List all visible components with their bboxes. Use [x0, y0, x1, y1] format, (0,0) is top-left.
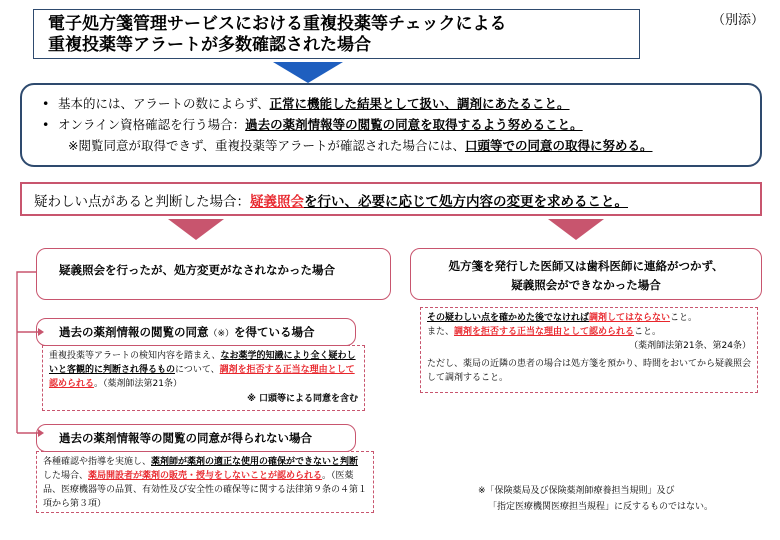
no-consent-body-text: 各種確認や指導を実施し、	[43, 457, 152, 467]
blue-down-arrow	[273, 62, 343, 84]
consent-body-emphasis: なお薬学的知識により全く疑わしいと客観的に判断され得るもの	[49, 351, 356, 375]
consent-obtained-box	[36, 318, 356, 346]
bullet-dot: •	[42, 96, 50, 111]
no-contact-title-2: 疑義照会ができなかった場合	[511, 278, 661, 292]
consent-title: 過去の薬剤情報の閲覧の同意	[59, 325, 209, 339]
bullet-dot: •	[42, 117, 50, 132]
title-line-1: 電子処方箋管理サービスにおける重複投薬等チェックによる	[48, 14, 507, 34]
footnote-line-1: ※「保険薬局及び保険薬剤師療養担当規則」及び	[478, 486, 675, 496]
bullet-2	[42, 114, 760, 135]
no-contact-body-red: 調剤を拒否する正当な理由として認められる	[454, 327, 635, 337]
footnote	[478, 483, 713, 515]
note-text: ※閲覧同意が取得できず、重複投薬等アラートが確認された場合には、	[68, 138, 465, 153]
consent-body-ref: 。（薬剤師法第21条）	[94, 379, 182, 389]
no-contact-body-red: 調剤してはならない	[589, 313, 671, 323]
bullet-1	[42, 93, 760, 114]
bullet-2-text: オンライン資格確認を行う場合：	[58, 117, 246, 132]
no-contact-body-emphasis: その疑わしい点を確かめた後でなければ	[427, 313, 590, 323]
inquiry-no-change-box	[36, 248, 391, 300]
consent-title-mark: （※）	[208, 329, 235, 339]
no-contact-proviso: ただし、薬局の近隣の患者の場合は処方箋を預かり、時間をおいてから疑義照会して調剤すること。	[427, 359, 752, 383]
no-consent-body-text: した場合、	[43, 471, 89, 481]
no-contact-body-text: また、	[427, 327, 455, 337]
note-line	[42, 135, 760, 156]
consent-not-obtained-box	[36, 424, 356, 452]
bullet-1-emphasis: 正常に機能した結果として扱い、調剤にあたること。	[269, 96, 570, 111]
doubt-inquiry-box	[20, 182, 762, 216]
no-consent-body-emphasis: 薬剤師が薬剤の適正な使用の確保ができないと判断	[151, 457, 359, 467]
left-down-arrow	[168, 219, 224, 241]
consent-title-suffix: を得ている場合	[234, 325, 315, 339]
inquiry-no-change-title: 疑義照会を行ったが、処方変更がなされなかった場合	[59, 263, 335, 277]
consent-body-text: について、	[175, 365, 220, 375]
doubt-emphasis: を行い、必要に応じて処方内容の変更を求めること。	[304, 194, 628, 210]
no-contact-body-text: こと。	[634, 327, 662, 337]
no-consent-title: 過去の薬剤情報等の閲覧の同意が得られない場合	[59, 431, 312, 445]
no-contact-ref: （薬剤師法第21条、第24条）	[629, 341, 751, 351]
consent-note: ※ 口頭等による同意を含む	[247, 394, 358, 404]
no-contact-title-1: 処方箋を発行した医師又は歯科医師に連絡がつかず、	[448, 259, 724, 273]
no-contact-detail	[420, 307, 758, 393]
consent-not-obtained-detail	[36, 451, 374, 513]
bullet-1-text: 基本的には、アラートの数によらず、	[58, 96, 270, 111]
main-guidance-box	[20, 83, 762, 167]
title-box	[33, 9, 640, 59]
consent-body-text: 重複投薬等アラートの検知内容を踏まえ、	[49, 351, 221, 361]
doubt-text: 疑わしい点があると判断した場合：	[34, 194, 250, 210]
bullet-2-emphasis: 過去の薬剤情報等の閲覧の同意を取得するよう努めること。	[245, 117, 583, 132]
title-line-2: 重複投薬等アラートが多数確認された場合	[48, 35, 371, 55]
consent-body-red: 調剤を拒否する正当な理由として認められる	[49, 365, 355, 389]
right-down-arrow	[548, 219, 604, 241]
note-emphasis: 口頭等での同意の取得に努める。	[464, 138, 653, 153]
doubt-inquiry-term: 疑義照会	[250, 194, 304, 210]
no-consent-body-ref: 。（医薬品、医療機器等の品質、有効性及び安全性の確保等に関する法律第９条の４第１項から第３項）	[43, 471, 368, 509]
no-contact-body-text: こと。	[670, 313, 698, 323]
footnote-line-2: 「指定医療機関医療担当規程」に反するものではない。	[488, 502, 714, 512]
no-contact-box	[410, 248, 762, 300]
attachment-label: （別添）	[712, 13, 765, 28]
consent-obtained-detail	[42, 345, 365, 411]
no-consent-body-red: 薬局開設者が薬剤の販売・授与をしないことが認められる	[88, 471, 323, 481]
